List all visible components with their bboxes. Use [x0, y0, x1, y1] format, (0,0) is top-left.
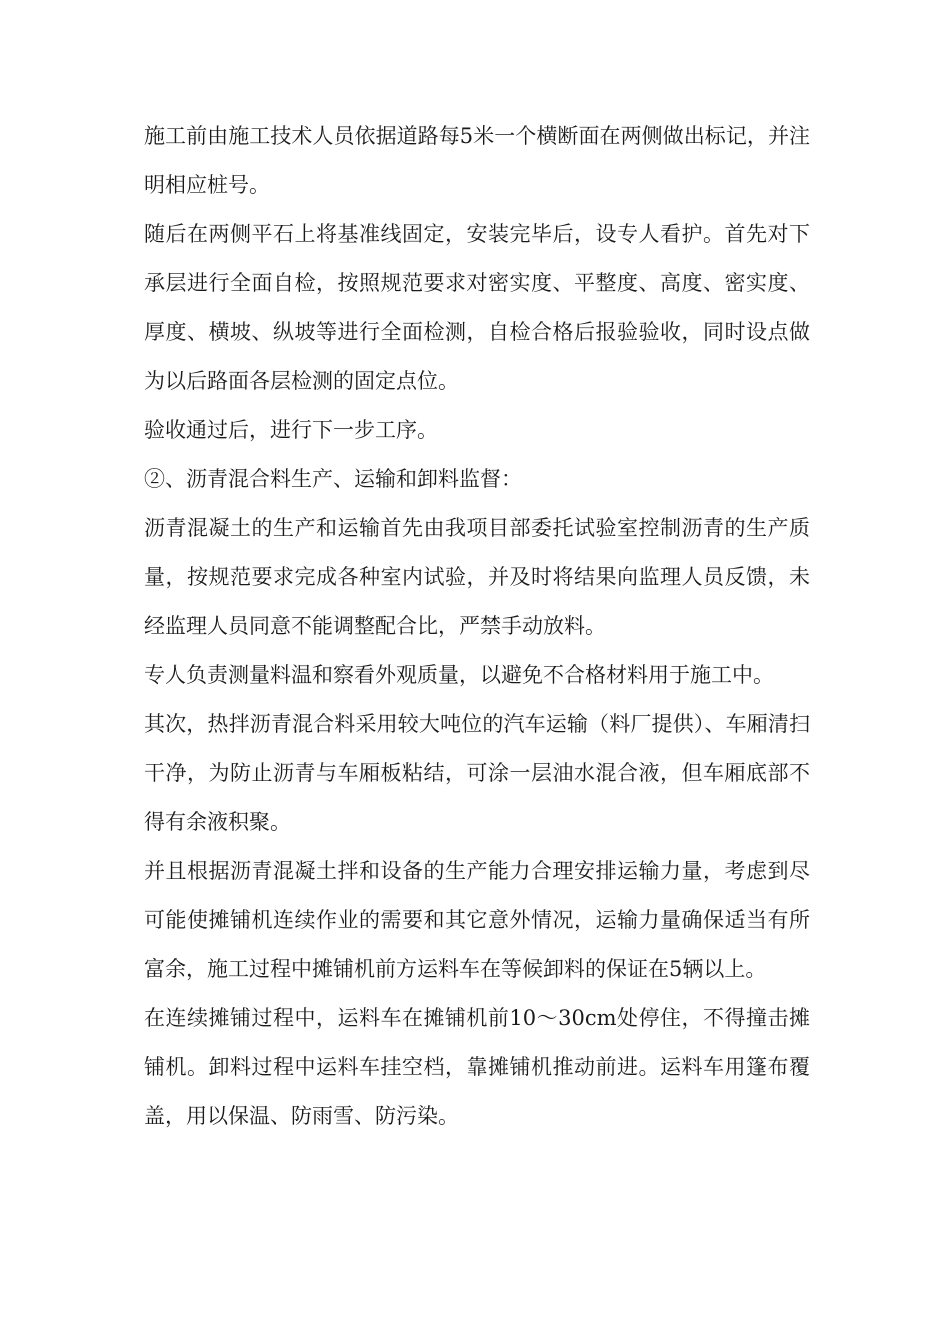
- paragraph-5: 沥青混凝土的生产和运输首先由我项目部委托试验室控制沥青的生产质量，按规范要求完成各种室内试验，并及时将结果向监理人员反馈，未经监理人员同意不能调整配合比，严禁手动放料。: [144, 516, 810, 638]
- paragraph-9: 在连续摊铺过程中，运料车在摊铺机前10～30cm处停住，不得撞击摊铺机。卸料过程中运料车挂空档，靠摊铺机推动前进。运料车用篷布覆盖，用以保温、防雨雪、防污染。: [144, 1006, 810, 1128]
- paragraph-6: 专人负责测量料温和察看外观质量，以避免不合格材料用于施工中。: [144, 663, 774, 687]
- paragraph-3: 验收通过后，进行下一步工序。: [144, 418, 438, 442]
- document-body: [144, 112, 810, 1141]
- paragraph-2: 随后在两侧平石上将基准线固定，安装完毕后，设专人看护。首先对下承层进行全面自检，按照规范要求对密实度、平整度、高度、密实度、厚度、横坡、纵坡等进行全面检测，自检合格后报验验收，同时设点做为以后路面各层检测的固定点位。: [144, 222, 810, 393]
- paragraph-1: 施工前由施工技术人员依据道路每5米一个横断面在两侧做出标记，并注明相应桩号。: [144, 124, 810, 197]
- paragraph-8: 并且根据沥青混凝土拌和设备的生产能力合理安排运输力量，考虑到尽可能使摊铺机连续作业的需要和其它意外情况，运输力量确保适当有所富余，施工过程中摊铺机前方运料车在等候卸料的保证在5辆以上。: [144, 859, 810, 981]
- paragraph-7: 其次，热拌沥青混合料采用较大吨位的汽车运输（料厂提供）、车厢清扫干净，为防止沥青与车厢板粘结，可涂一层油水混合液，但车厢底部不得有余液积聚。: [144, 712, 810, 834]
- section-heading-2: ②、沥青混合料生产、运输和卸料监督：: [144, 467, 522, 491]
